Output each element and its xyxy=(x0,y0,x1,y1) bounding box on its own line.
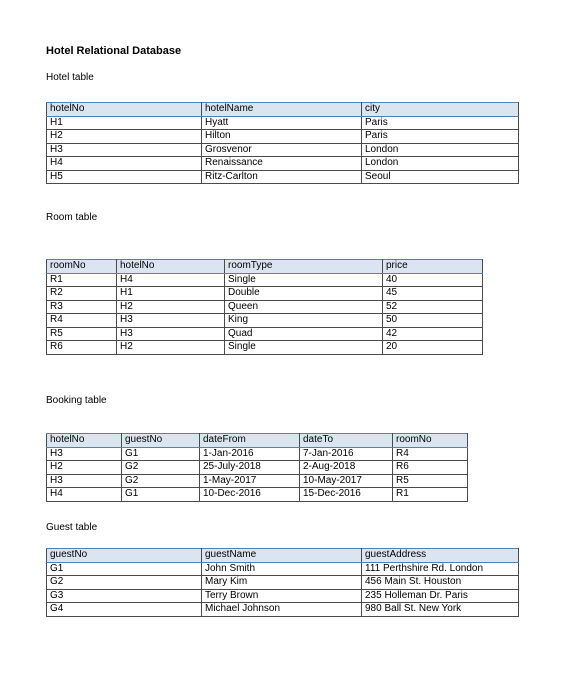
table-cell: London xyxy=(362,157,519,171)
table-cell: 15-Dec-2016 xyxy=(300,488,393,502)
table-cell: H4 xyxy=(47,157,202,171)
table-row xyxy=(47,562,519,576)
table-cell: R6 xyxy=(47,341,117,355)
column-header-datefrom: dateFrom xyxy=(200,434,300,448)
column-header-hotelno: hotelNo xyxy=(47,434,122,448)
table-cell: H4 xyxy=(117,273,225,287)
table-cell: R5 xyxy=(393,474,468,488)
table-row xyxy=(47,130,519,144)
table-cell: H2 xyxy=(117,300,225,314)
column-header-roomtype: roomType xyxy=(225,260,383,274)
table-cell: H3 xyxy=(47,474,122,488)
table-cell: Single xyxy=(225,273,383,287)
table-cell: R1 xyxy=(47,273,117,287)
table-cell: R6 xyxy=(393,461,468,475)
column-header-guestaddress: guestAddress xyxy=(362,549,519,563)
booking-table xyxy=(46,433,468,502)
table-cell: G2 xyxy=(47,576,202,590)
table-cell: H4 xyxy=(47,488,122,502)
table-cell: Terry Brown xyxy=(202,589,362,603)
table-row xyxy=(47,287,483,301)
table-cell: R1 xyxy=(393,488,468,502)
column-header-guestno: guestNo xyxy=(122,434,200,448)
table-cell: R5 xyxy=(47,327,117,341)
column-header-roomno: roomNo xyxy=(393,434,468,448)
column-header-price: price xyxy=(383,260,483,274)
document-title: Hotel Relational Database xyxy=(46,45,182,57)
room-table xyxy=(46,259,483,355)
table-cell: G1 xyxy=(122,488,200,502)
table-row xyxy=(47,576,519,590)
table-cell: 50 xyxy=(383,314,483,328)
table-cell: 42 xyxy=(383,327,483,341)
column-header-guestno: guestNo xyxy=(47,549,202,563)
table-row xyxy=(47,488,468,502)
table-row xyxy=(47,341,483,355)
hotel-table xyxy=(46,102,519,184)
table-cell: Ritz-Carlton xyxy=(202,170,362,184)
column-header-city: city xyxy=(362,103,519,117)
table-cell: Renaissance xyxy=(202,157,362,171)
table-row xyxy=(47,157,519,171)
table-cell: H3 xyxy=(117,314,225,328)
table-cell: H5 xyxy=(47,170,202,184)
booking-table-caption: Booking table xyxy=(46,395,107,406)
table-cell: London xyxy=(362,143,519,157)
table-cell: Quad xyxy=(225,327,383,341)
table-cell: 235 Holleman Dr. Paris xyxy=(362,589,519,603)
table-cell: 1-Jan-2016 xyxy=(200,447,300,461)
table-cell: 25-July-2018 xyxy=(200,461,300,475)
table-cell: H2 xyxy=(47,130,202,144)
table-cell: R4 xyxy=(393,447,468,461)
table-cell: H3 xyxy=(47,143,202,157)
table-cell: Mary Kim xyxy=(202,576,362,590)
table-cell: 10-Dec-2016 xyxy=(200,488,300,502)
table-row xyxy=(47,603,519,617)
table-row xyxy=(47,327,483,341)
table-cell: Paris xyxy=(362,116,519,130)
table-cell: 456 Main St. Houston xyxy=(362,576,519,590)
table-cell: H1 xyxy=(47,116,202,130)
table-cell: H2 xyxy=(47,461,122,475)
table-header-row xyxy=(47,434,468,448)
table-cell: H1 xyxy=(117,287,225,301)
table-cell: Double xyxy=(225,287,383,301)
table-cell: G2 xyxy=(122,461,200,475)
column-header-hotelno: hotelNo xyxy=(117,260,225,274)
table-cell: 45 xyxy=(383,287,483,301)
table-header-row xyxy=(47,103,519,117)
guest-table-caption: Guest table xyxy=(46,522,98,533)
table-row xyxy=(47,314,483,328)
table-cell: 40 xyxy=(383,273,483,287)
table-cell: Michael Johnson xyxy=(202,603,362,617)
table-cell: G4 xyxy=(47,603,202,617)
table-cell: Hilton xyxy=(202,130,362,144)
table-row xyxy=(47,300,483,314)
table-cell: 111 Perthshire Rd. London xyxy=(362,562,519,576)
table-header-row xyxy=(47,549,519,563)
table-cell: R3 xyxy=(47,300,117,314)
table-row xyxy=(47,447,468,461)
guest-table xyxy=(46,548,519,617)
table-cell: 980 Ball St. New York xyxy=(362,603,519,617)
table-cell: G1 xyxy=(47,562,202,576)
table-row xyxy=(47,273,483,287)
table-cell: 52 xyxy=(383,300,483,314)
table-cell: H3 xyxy=(117,327,225,341)
table-cell: John Smith xyxy=(202,562,362,576)
column-header-guestname: guestName xyxy=(202,549,362,563)
table-cell: 7-Jan-2016 xyxy=(300,447,393,461)
table-cell: Grosvenor xyxy=(202,143,362,157)
table-cell: 2-Aug-2018 xyxy=(300,461,393,475)
table-cell: Queen xyxy=(225,300,383,314)
table-cell: R2 xyxy=(47,287,117,301)
table-cell: Single xyxy=(225,341,383,355)
table-cell: G3 xyxy=(47,589,202,603)
table-header-row xyxy=(47,260,483,274)
column-header-hotelno: hotelNo xyxy=(47,103,202,117)
room-table-caption: Room table xyxy=(46,212,98,223)
column-header-hotelname: hotelName xyxy=(202,103,362,117)
column-header-roomno: roomNo xyxy=(47,260,117,274)
table-row xyxy=(47,461,468,475)
table-row xyxy=(47,143,519,157)
table-cell: H3 xyxy=(47,447,122,461)
table-cell: King xyxy=(225,314,383,328)
table-cell: H2 xyxy=(117,341,225,355)
table-cell: Seoul xyxy=(362,170,519,184)
table-cell: 1-May-2017 xyxy=(200,474,300,488)
table-row xyxy=(47,474,468,488)
table-cell: G1 xyxy=(122,447,200,461)
table-row xyxy=(47,116,519,130)
table-cell: 10-May-2017 xyxy=(300,474,393,488)
hotel-table-caption: Hotel table xyxy=(46,72,94,83)
table-cell: 20 xyxy=(383,341,483,355)
table-cell: Paris xyxy=(362,130,519,144)
table-cell: G2 xyxy=(122,474,200,488)
table-row xyxy=(47,589,519,603)
column-header-dateto: dateTo xyxy=(300,434,393,448)
table-row xyxy=(47,170,519,184)
table-cell: Hyatt xyxy=(202,116,362,130)
table-cell: R4 xyxy=(47,314,117,328)
